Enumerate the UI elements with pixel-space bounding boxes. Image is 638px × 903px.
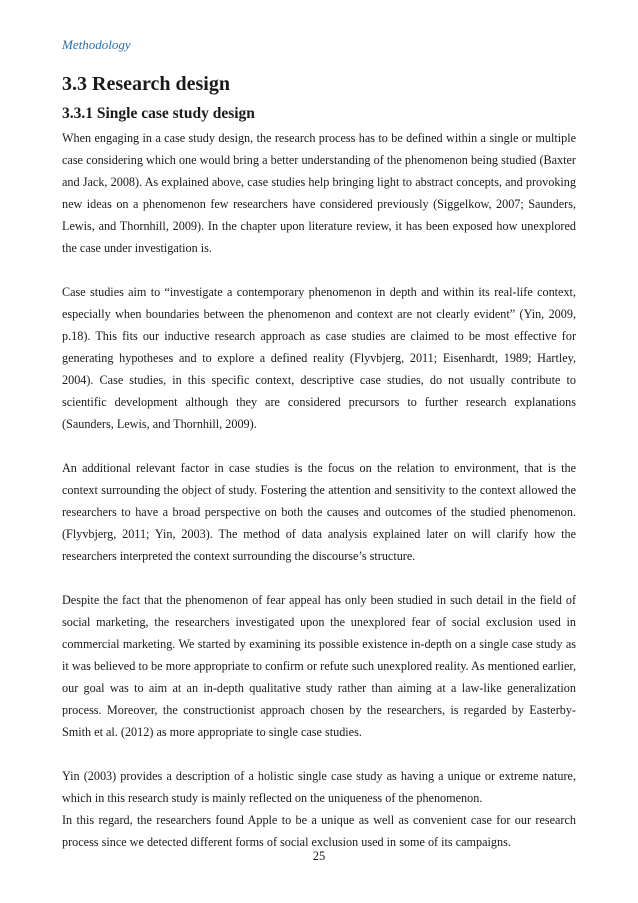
- page-number: 25: [312, 849, 326, 863]
- section-title: 3.3 Research design: [62, 73, 230, 95]
- paragraph: Despite the fact that the phenomenon of fear appeal has only been studied in such detail in the field of social marketing, the researchers investigated upon the unexplored fear of social exclusion used in commercial marketing. We started by examining its possible existence in-depth on a single case study as it was believed to be more appropriate to confirm or refute such unexplored reality. As mentioned earlier, our goal was to aim at an in-depth qualitative study rather than aiming at a law-like generalization process. Moreover, the constructionist approach chosen by the researchers, is regarded by Easterby-Smith et al. (2012) as more appropriate to single case studies.: [62, 593, 576, 739]
- subsection-title: 3.3.1 Single case study design: [62, 105, 255, 122]
- running-header: Methodology: [62, 37, 131, 52]
- body-text: [62, 127, 576, 853]
- paragraph: Case studies aim to “investigate a contemporary phenomenon in depth and within its real-life context, especially when boundaries between the phenomenon and context are not clearly evident” (Yin, 2009, p.18). This fits our inductive research approach as case studies are claimed to be most effective for generating hypotheses and to explore a defined reality (Flyvbjerg, 2011; Eisenhardt, 1989; Hartley, 2004). Case studies, in this specific context, descriptive case studies, do not usually contribute to scientific development although they are considered precursors to further research explanations (Saunders, Lewis, and Thornhill, 2009).: [62, 285, 576, 431]
- paragraph: In this regard, the researchers found Apple to be a unique as well as convenient case for our research process since we detected different forms of social exclusion used in some of its campaigns.: [62, 813, 576, 849]
- paragraph: When engaging in a case study design, the research process has to be defined within a single or multiple case considering which one would bring a better understanding of the phenomenon being studied (Baxter and Jack, 2008). As explained above, case studies help bringing light to abstract concepts, and provoking new ideas on a phenomenon few researchers have considered previously (Siggelkow, 2007; Saunders, Lewis, and Thornhill, 2009). In the chapter upon literature review, it has been exposed how unexplored the case under investigation is.: [62, 131, 576, 255]
- paragraph: An additional relevant factor in case studies is the focus on the relation to environment, that is the context surrounding the object of study. Fostering the attention and sensitivity to the context allowed the researchers to have a broad perspective on both the causes and outcomes of the studied phenomenon. (Flyvbjerg, 2011; Yin, 2003). The method of data analysis explained later on will clarify how the researchers interpreted the context surrounding the discourse’s structure.: [62, 461, 576, 563]
- paragraph: Yin (2003) provides a description of a holistic single case study as having a unique or extreme nature, which in this research study is mainly reflected on the uniqueness of the phenomenon.: [62, 769, 576, 805]
